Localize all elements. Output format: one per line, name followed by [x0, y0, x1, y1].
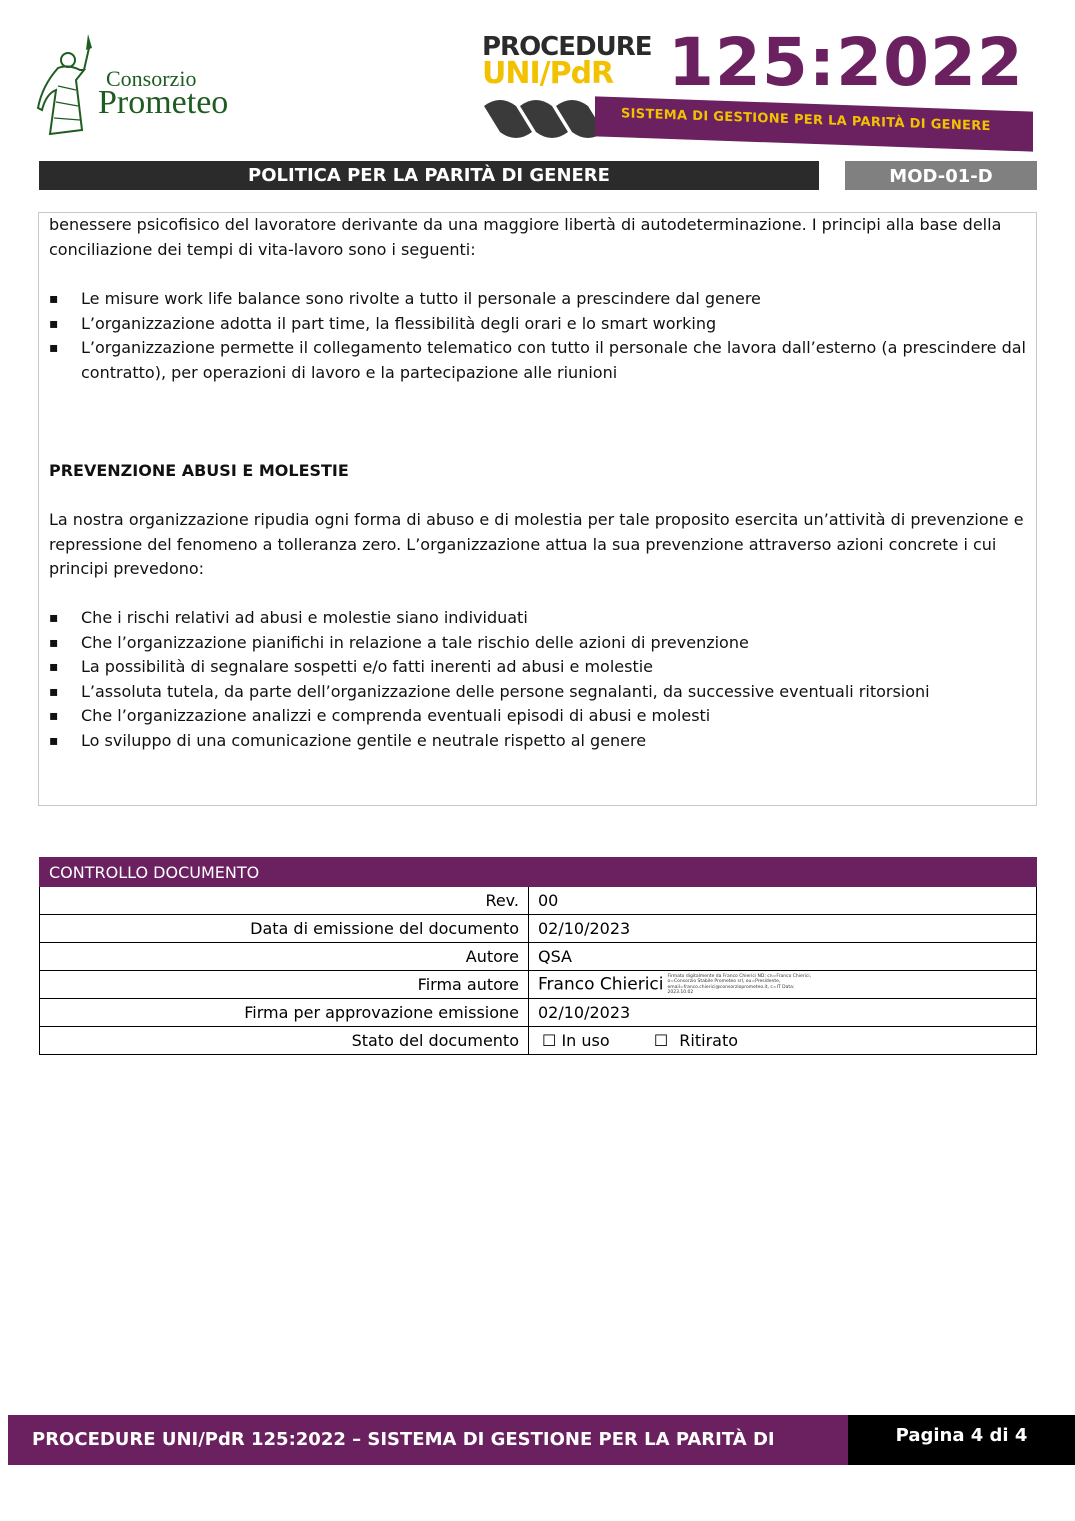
row-value: QSA [529, 943, 1037, 971]
row-label: Data di emissione del documento [40, 915, 529, 943]
list-item: ▪ Le misure work life balance sono rivolte a tutto il personale a prescindere dal genere [49, 287, 1029, 312]
list-item: ▪ L’organizzazione permette il collegamento telematico con tutto il personale che lavora dall’esterno (a prescindere dal contratto), per operazioni di lavoro e la partecipazione alle riunioni [49, 336, 1029, 385]
row-value: 02/10/2023 [529, 915, 1037, 943]
row-label: Stato del documento [40, 1027, 529, 1055]
logo-unipdr-text: UNI/PdR [482, 56, 614, 91]
table-row [40, 943, 1037, 971]
row-label: Autore [40, 943, 529, 971]
row-value: 00 [529, 887, 1037, 915]
intro-paragraph: benessere psicofisico del lavoratore derivante da una maggiore libertà di autodeterminazione. I principi alla base della conciliazione dei tempi di vita-lavoro sono i seguenti: [49, 215, 1002, 259]
document-title: POLITICA PER LA PARITÀ DI GENERE [39, 161, 819, 190]
status-withdrawn-checkbox[interactable]: ☐ [653, 1031, 669, 1050]
signature-note: Firmato digitalmente da Franco Chierici ND: cn=Franco Chierici, o=Consorzio Stabile Prometeo srl, ou=Presidente, email=franco.chierici@consorzioprometeo.it, c=IT Data: 2023.10.02 [667, 973, 812, 995]
logo-procedure-text: PROCEDURE [482, 32, 652, 62]
logo-band-text: SISTEMA DI GESTIONE PER LA PARITÀ DI GENERE [621, 106, 991, 135]
row-label: Rev. [40, 887, 529, 915]
table-row [40, 999, 1037, 1027]
list-item: ▪ Lo sviluppo di una comunicazione gentile e neutrale rispetto al genere [49, 729, 1029, 754]
content-box [38, 212, 1037, 806]
footer-procedure-title: PROCEDURE UNI/PdR 125:2022 – SISTEMA DI GESTIONE PER LA PARITÀ DI GENERE [8, 1415, 848, 1465]
row-label: Firma autore [40, 971, 529, 999]
table-header: CONTROLLO DOCUMENTO [40, 858, 1037, 887]
table-row [40, 915, 1037, 943]
list-item: ▪ La possibilità di segnalare sospetti e/o fatti inerenti ad abusi e molestie [49, 655, 1029, 680]
row-value: 02/10/2023 [529, 999, 1037, 1027]
document-code: MOD-01-D [845, 161, 1037, 190]
status-cell [529, 1027, 1037, 1055]
logo-number-text: 125:2022 [668, 24, 1024, 101]
table-row [40, 887, 1037, 915]
logo-word-consorzio: Consorzio [106, 66, 197, 91]
list-item: ▪ L’assoluta tutela, da parte dell’organizzazione delle persone segnalanti, da successive eventuali ritorsioni [49, 680, 1029, 705]
table-row [40, 971, 1037, 999]
consorzio-prometeo-logo [36, 30, 296, 140]
prometheus-statue-icon [36, 30, 106, 140]
signature-cell [529, 971, 1037, 999]
signature-name: Franco Chierici [538, 974, 664, 994]
status-in-use-checkbox[interactable]: ☐ [542, 1031, 557, 1050]
document-control-table [39, 857, 1037, 1055]
status-withdrawn-label: Ritirato [679, 1031, 739, 1050]
status-in-use-label: In uso [561, 1031, 610, 1050]
table-row [40, 1027, 1037, 1055]
section-heading: PREVENZIONE ABUSI E MOLESTIE [49, 461, 349, 480]
footer-page-number: Pagina 4 di 4 [848, 1415, 1075, 1465]
list-item: ▪ L’organizzazione adotta il part time, la flessibilità degli orari e lo smart working [49, 312, 1029, 337]
uni-pdr-logo [480, 24, 1040, 150]
logo-band [595, 96, 1033, 151]
list-item: ▪ Che l’organizzazione analizzi e comprenda eventuali episodi di abusi e molesti [49, 704, 1029, 729]
section-paragraph: La nostra organizzazione ripudia ogni forma di abuso e di molestia per tale proposito esercita un’attività di prevenzione e repressione del fenomeno a tolleranza zero. L’organizzazione attua la sua prevenzione attraverso azioni concrete i cui principi prevedono: [49, 510, 1024, 578]
table-header-row [40, 858, 1037, 887]
row-label: Firma per approvazione emissione [40, 999, 529, 1027]
list-item: ▪ Che i rischi relativi ad abusi e molestie siano individuati [49, 606, 1029, 631]
logo-word-prometeo: Prometeo [98, 84, 229, 121]
logo-waves-icon [480, 92, 610, 142]
list-item: ▪ Che l’organizzazione pianifichi in relazione a tale rischio delle azioni di prevenzione [49, 631, 1029, 656]
